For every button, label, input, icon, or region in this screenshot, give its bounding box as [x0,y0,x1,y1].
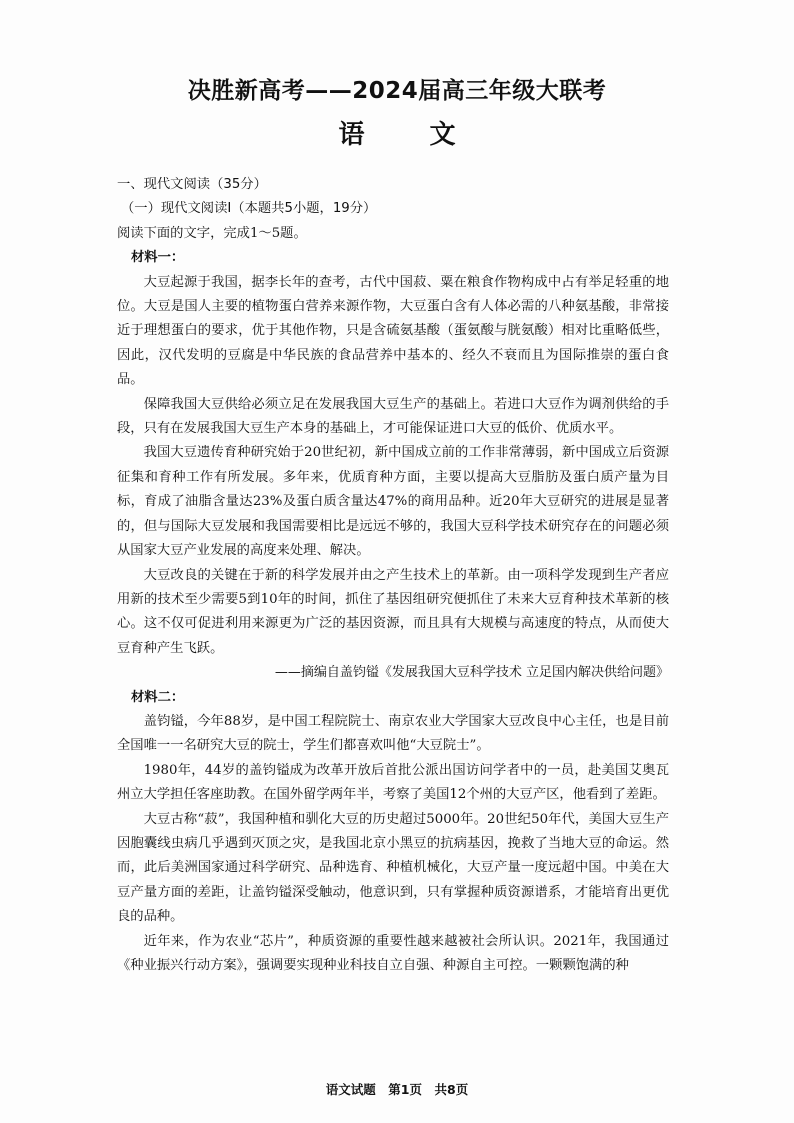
paragraph: 大豆古称“菽”，我国种植和驯化大豆的历史超过5000年。20世纪50年代，美国大豆生产因胞囊线虫病几乎遇到灭顶之灾，是我国北京小黑豆的抗病基因，挽救了当地大豆的命运。然而，此后美洲国家通过科学研究、品种选育、种植机械化，大豆产量一度远超中国。中美在大豆产量方面的差距，让盖钧镒深受触动，他意识到，只有掌握种质资源谱系，才能培育出更优良的品种。 [117,811,669,925]
material-label: 材料一： [131,250,185,266]
paragraph: 保障我国大豆供给必须立足在发展我国大豆生产的基础上。若进口大豆作为调剂供给的手段，只有在发展我国大豆生产本身的基础上，才可能保证进口大豆的低价、优质水平。 [117,396,669,437]
paragraph: 近年来，作为农业“芯片”，种质资源的重要性越来越被社会所认识。2021年，我国通过《种业振兴行动方案》，强调要实现种业科技自立自强、种源自主可控。一颗颗饱满的种 [117,933,669,973]
paragraph: 大豆起源于我国，据李长年的查考，古代中国菽、粟在粮食作物构成中占有举足轻重的地位。大豆是国人主要的植物蛋白营养来源作物，大豆蛋白含有人体必需的八种氨基酸，非常接近于理想蛋白的要求，优于其他作物，只是含硫氨基酸（蛋氨酸与胱氨酸）相对比重略低些，因此，汉代发明的豆腐是中华民族的食品营养中基本的、经久不衰而且为国际推崇的蛋白食品。 [117,274,669,388]
instruction-text: 阅读下面的文字，完成1～5题。 [117,225,307,241]
section-heading: 一、现代文阅读（35分） [117,177,267,192]
paragraph: 大豆改良的关键在于新的科学发展并由之产生技术上的革新。由一项科学发现到生产者应用新的技术至少需要5到10年的时间，抓住了基因组研究便抓住了未来大豆育种技术革新的核心。这不仅可促进利用来源更为广泛的基因资源，而且具有大规模与高速度的特点，从而使大豆育种产生飞跃。 [117,567,669,656]
source-citation: ——摘编自盖钧镒《发展我国大豆科学技术 立足国内解决供给问题》 [274,665,669,681]
paragraph: 盖钧镒，今年88岁，是中国工程院院士、南京农业大学国家大豆改良中心主任，也是目前全国唯一一名研究大豆的院士，学生们都喜欢叫他“大豆院士”。 [117,713,669,754]
exam-title: 决胜新高考——2024届高三年级大联考 [187,78,607,104]
page-footer: 语文试题 第1页 共8页 [325,1082,469,1097]
page-content [117,173,669,978]
subject-title: 语 文 [338,120,484,150]
paragraph: 我国大豆遗传育种研究始于20世纪初，新中国成立前的工作非常薄弱，新中国成立后资源征集和育种工作有所发展。多年来，优质育种方面，主要以提高大豆脂肪及蛋白质产量为目标，育成了油脂含量达23%及蛋白质含量达47%的商用品种。近20年大豆研究的进展是显著的，但与国际大豆发展和我国需要相比是远远不够的，我国大豆科学技术研究存在的问题必须从国家大豆产业发展的高度来处理、解决。 [117,445,669,559]
subsection-heading: （一）现代文阅读Ⅰ（本题共5小题，19分） [121,201,377,217]
paragraph: 1980年，44岁的盖钧镒成为改革开放后首批公派出国访问学者中的一员，赴美国艾奥瓦州立大学担任客座助教。在国外留学两年半，考察了美国12个州的大豆产区，他看到了差距。 [117,762,669,803]
material-label: 材料二： [131,689,185,705]
